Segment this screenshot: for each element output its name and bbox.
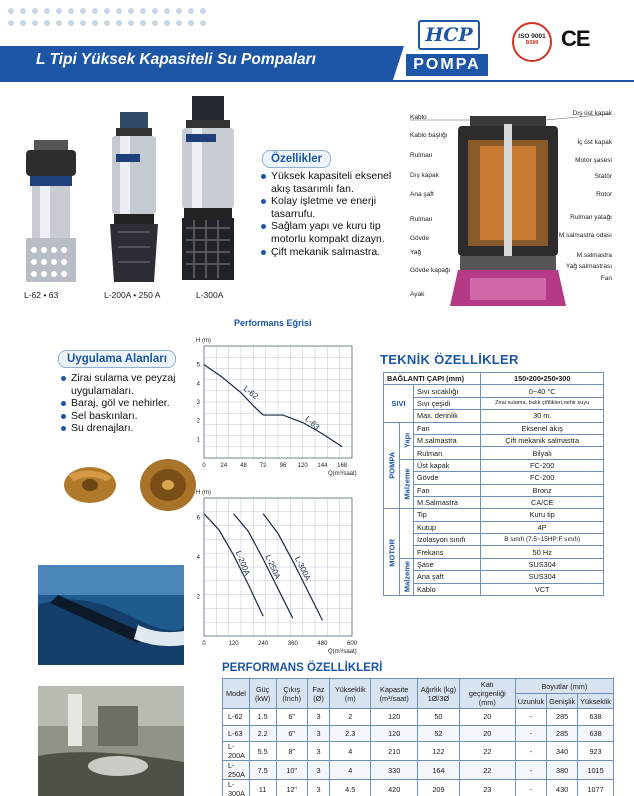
table-cell: L-200A — [223, 742, 250, 761]
decorative-dot — [104, 8, 110, 14]
x-tick-label: 144 — [317, 463, 328, 469]
page-title: L Tipi Yüksek Kapasiteli Su Pompaları — [36, 51, 316, 68]
table-cell: 2.3 — [330, 725, 371, 742]
decorative-dot — [164, 20, 170, 26]
x-tick-label: 0 — [202, 463, 206, 469]
decorative-dot — [116, 20, 122, 26]
table-cell: 923 — [578, 742, 614, 761]
spec-cell: Rulman — [414, 447, 481, 459]
perf-header: Boyutlar (mm) — [515, 679, 613, 694]
ce-mark: CE — [561, 26, 590, 51]
series-label: L-300A — [293, 555, 313, 583]
table-row — [223, 742, 614, 761]
spec-cell: Bilyalı — [481, 447, 604, 459]
table-cell: 6" — [276, 725, 307, 742]
spec-cell: 0~40 °C — [481, 385, 604, 397]
features-heading: Özellikler — [262, 150, 331, 168]
table-cell: 210 — [371, 742, 418, 761]
cutaway-label: Gövde kapağı — [410, 267, 451, 274]
performance-table — [222, 678, 614, 796]
table-cell: 3 — [307, 709, 329, 726]
decorative-dot — [20, 8, 26, 14]
table-cell: 4.5 — [330, 780, 371, 796]
spec-cell: Fan — [414, 422, 481, 434]
spec-sub-yapi: Yapı — [400, 422, 414, 459]
cutaway-label: Motor şasesi — [575, 157, 612, 164]
y-tick-label: 1 — [196, 437, 200, 444]
spec-top-value: 150•200•250•300 — [481, 373, 604, 385]
iso-certificate-seal — [512, 22, 552, 62]
series-line — [204, 514, 263, 617]
table-cell: 50 — [418, 709, 460, 726]
table-cell: 5.5 — [249, 742, 276, 761]
x-tick-label: 0 — [202, 641, 206, 647]
perf-header: Model — [223, 679, 250, 709]
table-cell: 340 — [547, 742, 578, 761]
decorative-dot — [152, 20, 158, 26]
table-cell: L-63 — [223, 725, 250, 742]
decorative-dot — [140, 20, 146, 26]
impeller-images — [60, 455, 200, 515]
decorative-dot — [68, 8, 74, 14]
decorative-dot — [188, 20, 194, 26]
table-cell: 10" — [276, 761, 307, 780]
decorative-dot — [128, 20, 134, 26]
spec-cell: Kablo — [414, 583, 481, 595]
y-tick-label: 5 — [196, 362, 200, 369]
spec-cell: 30 m. — [481, 410, 604, 422]
spec-cell: Bronz — [481, 484, 604, 496]
decorative-dot-grid — [8, 8, 212, 26]
cutaway-label: İç üst kapak — [577, 139, 612, 146]
x-tick-label: 72 — [259, 463, 267, 469]
spec-cell: Kutup — [414, 521, 481, 533]
spec-group-pompa: POMPA — [384, 422, 400, 509]
decorative-dot — [116, 8, 122, 14]
decorative-dot — [176, 20, 182, 26]
table-cell: 1.5 — [249, 709, 276, 726]
table-cell: 7.5 — [249, 761, 276, 780]
x-tick-label: 168 — [337, 463, 348, 469]
spec-cell: Fan — [414, 484, 481, 496]
cutaway-label: Yağ — [410, 249, 422, 256]
spec-top-label: BAĞLANTI ÇAPI (mm) — [384, 373, 481, 385]
iso-line2: BSMI — [525, 40, 539, 46]
cutaway-label: Dış üst kapak — [572, 110, 612, 117]
table-cell: 164 — [418, 761, 460, 780]
perf-header: Kapasite (m³/saat) — [371, 679, 418, 709]
y-axis-label: H (m) — [196, 338, 211, 344]
flood-photo — [38, 686, 184, 796]
perf-subheader: Yükseklik — [578, 694, 614, 709]
table-row — [223, 780, 614, 796]
perf-header: Çıkış (İnch) — [276, 679, 307, 709]
table-cell: 3 — [307, 742, 329, 761]
spec-cell: Ana şaft — [414, 571, 481, 583]
table-cell: - — [515, 709, 546, 726]
x-tick-label: 480 — [317, 641, 328, 647]
hcp-logo — [406, 20, 488, 78]
cutaway-label: Ana şaft — [410, 191, 434, 198]
features-list — [260, 170, 396, 258]
spec-cell: Sıvı sıcaklığı — [414, 385, 481, 397]
spec-cell: Frekans — [414, 546, 481, 558]
spec-cell: Şase — [414, 558, 481, 570]
table-cell: 22 — [459, 761, 515, 780]
spec-cell: Max. derinlik — [414, 410, 481, 422]
performance-chart-small — [184, 332, 364, 482]
spec-title: TEKNİK ÖZELLİKLER — [380, 352, 519, 367]
table-cell: 6" — [276, 709, 307, 726]
spec-cell: CA/CE — [481, 496, 604, 508]
irrigation-photo — [38, 565, 184, 665]
feature-item: Kolay işletme ve enerji tasarrufu. — [260, 195, 396, 220]
decorative-dot — [8, 20, 14, 26]
x-axis-label: Q(m³/saat) — [328, 471, 357, 477]
decorative-dot — [200, 20, 206, 26]
table-cell: - — [515, 780, 546, 796]
decorative-dot — [44, 20, 50, 26]
table-cell: 52 — [418, 725, 460, 742]
x-tick-label: 120 — [297, 463, 308, 469]
table-cell: 1015 — [578, 761, 614, 780]
feature-item: Çift mekanik salmastra. — [260, 246, 396, 259]
table-row — [223, 761, 614, 780]
cutaway-label: Rulman — [410, 152, 433, 159]
performance-title: PERFORMANS ÖZELLİKLERİ — [222, 662, 383, 674]
table-cell: 420 — [371, 780, 418, 796]
perf-header: Güç (kW) — [249, 679, 276, 709]
cutaway-label: Dış kapak — [410, 172, 439, 179]
decorative-dot — [152, 8, 158, 14]
table-cell: L-300A — [223, 780, 250, 796]
spec-cell: SUS304 — [481, 558, 604, 570]
spec-cell: Eksenel akış — [481, 422, 604, 434]
table-cell: - — [515, 761, 546, 780]
perf-header: Faz (Ø) — [307, 679, 329, 709]
decorative-dot — [92, 20, 98, 26]
spec-cell: FC-200 — [481, 459, 604, 471]
table-cell: 3 — [307, 761, 329, 780]
cutaway-label: Rulman — [410, 216, 433, 223]
spec-cell: Tip — [414, 509, 481, 521]
application-item: Baraj, göl ve nehirler. — [60, 397, 202, 410]
table-cell: - — [515, 725, 546, 742]
spec-table — [383, 372, 604, 596]
table-cell: 22 — [459, 742, 515, 761]
cutaway-label: Rulman yatağı — [570, 214, 612, 221]
decorative-dot — [68, 20, 74, 26]
decorative-dot — [56, 20, 62, 26]
spec-cell: 4P — [481, 521, 604, 533]
y-tick-label: 3 — [196, 400, 200, 406]
performance-chart-large — [184, 486, 364, 656]
table-cell: 638 — [578, 709, 614, 726]
x-tick-label: 240 — [258, 641, 269, 647]
applications-heading: Uygulama Alanları — [58, 350, 176, 368]
table-cell: L-250A — [223, 761, 250, 780]
perf-header: Ağırlık (kg) 1Ø/3Ø — [418, 679, 460, 709]
series-label: L-63 — [303, 414, 322, 432]
x-tick-label: 360 — [287, 641, 298, 647]
spec-cell: M.Salmastra — [414, 496, 481, 508]
decorative-dot — [32, 20, 38, 26]
table-cell: 122 — [418, 742, 460, 761]
table-cell: 2 — [330, 709, 371, 726]
y-tick-label: 4 — [196, 381, 200, 388]
spec-cell: Üst kapak — [414, 459, 481, 471]
spec-cell: Zirai sulama, balık çiftlikleri,nehir suyu — [481, 397, 604, 409]
perf-subheader: Genişlik — [547, 694, 578, 709]
table-cell: 120 — [371, 709, 418, 726]
table-cell: 330 — [371, 761, 418, 780]
decorative-dot — [92, 8, 98, 14]
pump-l200a-image — [104, 112, 164, 284]
x-tick-label: 24 — [220, 463, 228, 469]
perf-header: Yükseklik (m) — [330, 679, 371, 709]
table-cell: 23 — [459, 780, 515, 796]
spec-group-motor: MOTOR — [384, 509, 400, 596]
decorative-dot — [80, 20, 86, 26]
spec-cell: M.salmastra — [414, 434, 481, 446]
chart1-title: Performans Eğrisi — [234, 318, 312, 328]
spec-cell: Kuru tip — [481, 509, 604, 521]
spec-cell: İzolasyon sınıfı — [414, 534, 481, 546]
caption-l62: L-62 • 63 — [24, 290, 59, 300]
header-rule — [0, 80, 634, 82]
spec-cell: B sınıfı (7.5~15HP:F sınıfı) — [481, 534, 604, 546]
cutaway-label: Statör — [594, 173, 612, 180]
table-cell: 12" — [276, 780, 307, 796]
table-cell: L-62 — [223, 709, 250, 726]
cutaway-label: M.salmastra — [576, 252, 612, 259]
table-cell: 4 — [330, 761, 371, 780]
pump-l62-image — [20, 140, 82, 285]
cutaway-label: Gövde — [410, 235, 430, 242]
cutaway-label: Yağ salmastrası — [565, 263, 612, 270]
table-cell: 285 — [547, 709, 578, 726]
table-cell: 8" — [276, 742, 307, 761]
decorative-dot — [104, 20, 110, 26]
application-item: Sel baskınları. — [60, 410, 202, 423]
decorative-dot — [20, 20, 26, 26]
cutaway-label: Ayak — [410, 291, 425, 298]
spec-cell: SUS304 — [481, 571, 604, 583]
table-cell: 20 — [459, 709, 515, 726]
y-tick-label: 6 — [196, 515, 200, 522]
feature-item: Yüksek kapasiteli eksenel akış tasarımlı fan. — [260, 170, 396, 195]
iso-line1: ISO 9001 — [518, 33, 546, 40]
table-cell: 11 — [249, 780, 276, 796]
decorative-dot — [164, 8, 170, 14]
series-label: L-62 — [241, 384, 260, 402]
decorative-dot — [44, 8, 50, 14]
x-tick-label: 48 — [240, 463, 247, 469]
table-cell: 120 — [371, 725, 418, 742]
application-item: Su drenajları. — [60, 422, 202, 435]
logo-pompa-text: POMPA — [406, 54, 488, 76]
table-cell: 285 — [547, 725, 578, 742]
spec-cell: 50 Hz — [481, 546, 604, 558]
decorative-dot — [56, 8, 62, 14]
y-tick-label: 4 — [196, 555, 200, 562]
pump-l300a-image — [176, 96, 240, 284]
decorative-dot — [8, 8, 14, 14]
x-tick-label: 600 — [346, 641, 358, 647]
y-tick-label: 2 — [196, 418, 200, 425]
cutaway-label: Kablo — [410, 114, 427, 121]
decorative-dot — [32, 8, 38, 14]
series-label: L-200A — [233, 549, 252, 577]
spec-sub-malzeme-motor: Malzeme — [400, 558, 414, 595]
table-cell: 4 — [330, 742, 371, 761]
caption-l300a: L-300A — [196, 290, 224, 300]
table-cell: 3 — [307, 725, 329, 742]
table-cell: 2.2 — [249, 725, 276, 742]
table-cell: 20 — [459, 725, 515, 742]
table-row — [223, 709, 614, 726]
spec-cell: VCT — [481, 583, 604, 595]
y-axis-label: H (m) — [196, 490, 211, 496]
table-row — [223, 725, 614, 742]
spec-group-sivi: SIVI — [384, 385, 414, 422]
x-tick-label: 120 — [228, 641, 239, 647]
decorative-dot — [80, 8, 86, 14]
caption-l200a: L-200A • 250 A — [104, 290, 161, 300]
spec-cell: Sıvı çeşidi — [414, 397, 481, 409]
decorative-dot — [128, 8, 134, 14]
applications-list — [60, 372, 202, 435]
decorative-dot — [200, 8, 206, 14]
spec-cell: Çift mekanik salmastra — [481, 434, 604, 446]
perf-subheader: Uzunluk — [515, 694, 546, 709]
spec-sub-malzeme: Malzeme — [400, 459, 414, 509]
cutaway-label: Fan — [600, 275, 612, 282]
decorative-dot — [188, 8, 194, 14]
decorative-dot — [140, 8, 146, 14]
feature-item: Sağlam yapı ve kuru tip motorlu kompakt dizayn. — [260, 220, 396, 245]
perf-header: Katı geçirgenliği (mm) — [459, 679, 515, 709]
table-cell: 430 — [547, 780, 578, 796]
spec-cell: FC-200 — [481, 472, 604, 484]
decorative-dot — [176, 8, 182, 14]
cutaway-label: M.salmastra odası — [558, 232, 612, 239]
table-cell: - — [515, 742, 546, 761]
logo-hcp-text: HCP — [418, 20, 480, 50]
cutaway-label: Kablo başlığı — [410, 132, 448, 139]
table-cell: 1077 — [578, 780, 614, 796]
spec-cell: Gövde — [414, 472, 481, 484]
application-item: Zirai sulama ve peyzaj uygulamaları. — [60, 372, 202, 397]
x-axis-label: Q(m³/saat) — [328, 649, 357, 655]
table-cell: 209 — [418, 780, 460, 796]
series-label: L-250A — [263, 553, 283, 581]
y-tick-label: 2 — [196, 594, 200, 601]
table-cell: 380 — [547, 761, 578, 780]
x-tick-label: 96 — [279, 463, 287, 469]
table-cell: 3 — [307, 780, 329, 796]
table-cell: 638 — [578, 725, 614, 742]
cutaway-label: Rotor — [596, 191, 612, 198]
